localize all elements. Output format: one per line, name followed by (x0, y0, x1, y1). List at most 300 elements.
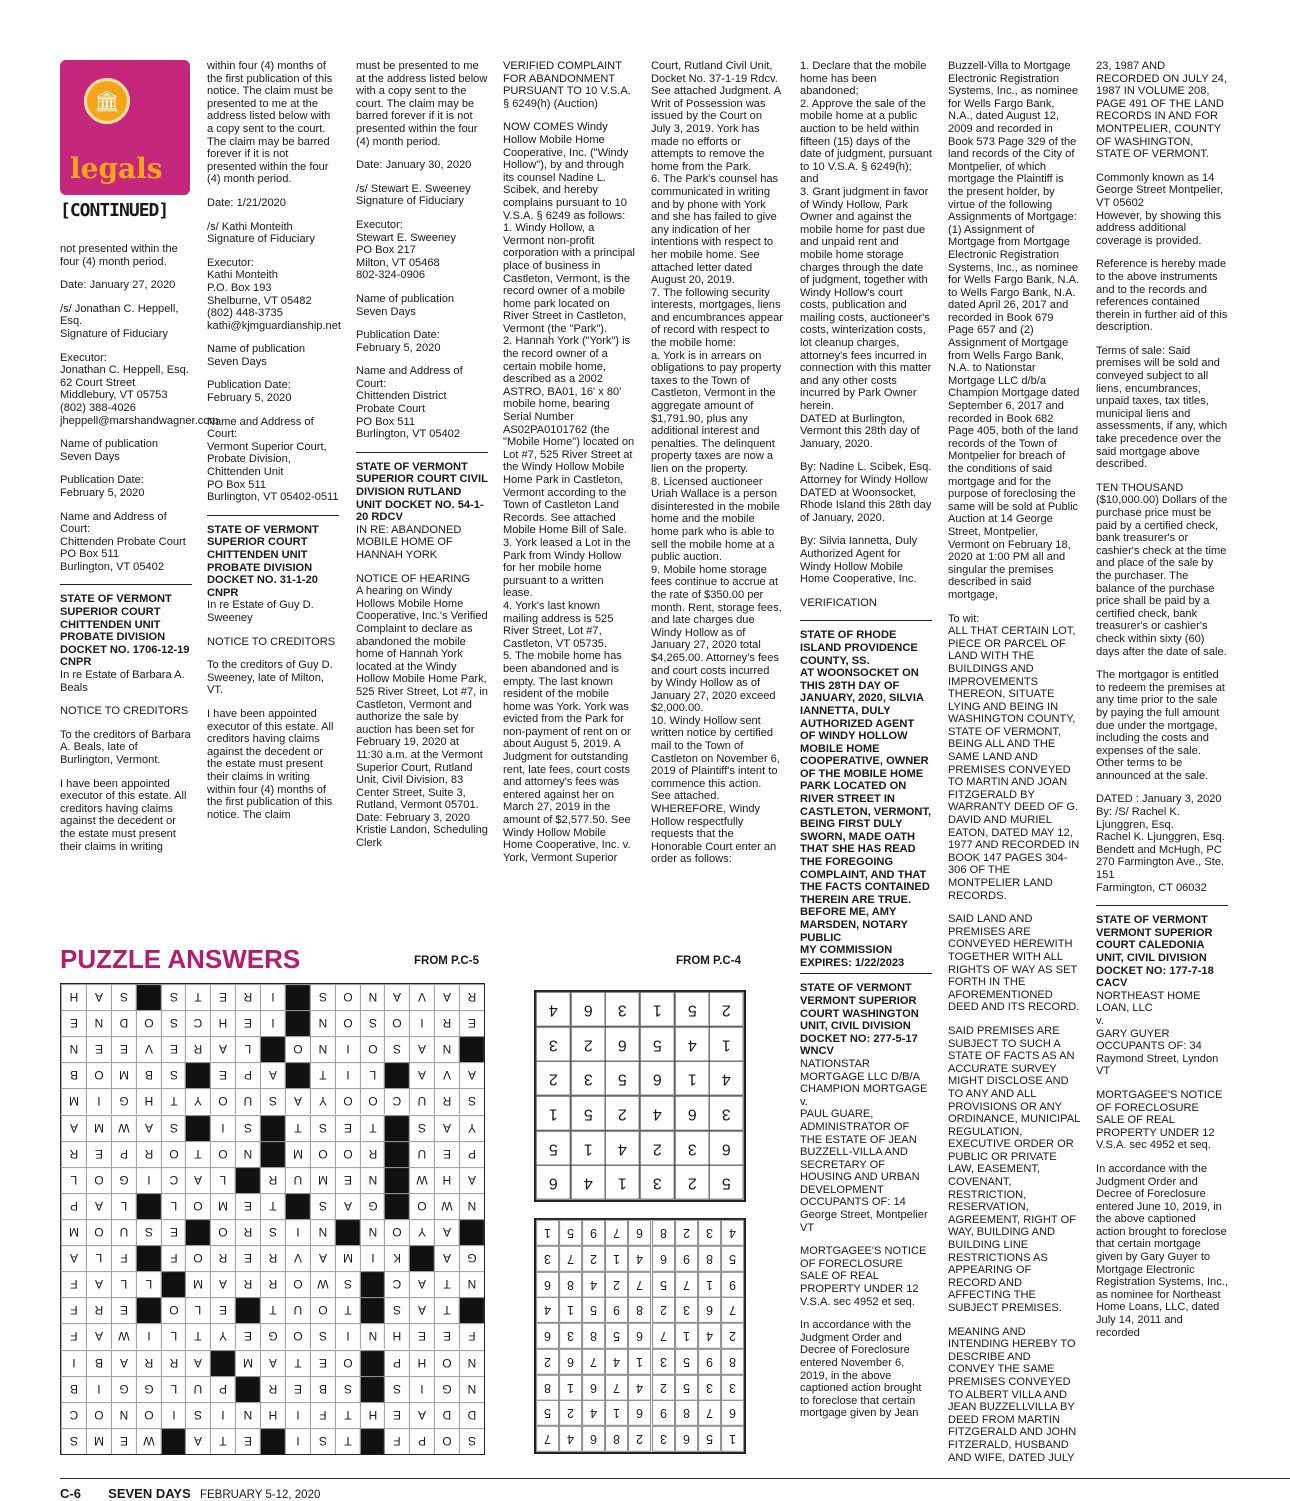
legal-column-2 (207, 60, 339, 920)
court-heading: STATE OF VERMONT VERMONT SUPERIOR COURT WASHINGTON UNIT, CIVIL DIVISION DOCKET NO: 277-5-17 WNCV (800, 982, 919, 1058)
crossword-black-cell (235, 1167, 260, 1193)
publication-name: SEVEN DAYS (108, 1486, 191, 1501)
crossword-black-cell (260, 1036, 285, 1062)
crossword-letter-cell: N (360, 1167, 385, 1193)
crossword-letter-cell: U (409, 1088, 434, 1114)
crossword-letter-cell: M (310, 1167, 335, 1193)
sudoku-9x9-cell: 8 (675, 1400, 698, 1426)
crossword-letter-cell: E (111, 1428, 136, 1454)
sudoku-9x9-cell: 7 (605, 1375, 628, 1401)
sudoku-9x9-cell: 1 (628, 1349, 651, 1375)
crossword-letter-cell: F (61, 1271, 86, 1297)
crossword-letter-cell: M (235, 1350, 260, 1376)
crossword-letter-cell: A (260, 1350, 285, 1376)
sudoku-6x6-cell: 6 (640, 1061, 675, 1096)
crossword-black-cell (459, 1219, 484, 1245)
crossword-letter-cell: A (434, 1245, 459, 1271)
sudoku-9x9-cell: 6 (652, 1246, 675, 1272)
crossword-letter-cell: I (86, 1376, 111, 1402)
sudoku-9x9-cell: 9 (605, 1297, 628, 1323)
crossword-letter-cell: A (409, 1271, 434, 1297)
sudoku-9x9-cell: 3 (652, 1349, 675, 1375)
crossword-letter-cell: S (360, 1010, 385, 1036)
sudoku-6x6-cell: 2 (709, 992, 744, 1027)
sudoku-9x9-cell: 3 (652, 1426, 675, 1452)
crossword-letter-cell: V (285, 1245, 310, 1271)
crossword-letter-cell: S (310, 1115, 335, 1141)
sudoku-9x9-cell: 9 (721, 1272, 744, 1298)
crossword-letter-cell: I (61, 1350, 86, 1376)
legals-section-logo (60, 60, 190, 195)
crossword-letter-cell: U (111, 1219, 136, 1245)
sudoku-9x9-answer-grid (534, 1218, 746, 1454)
legal-paragraph: Publication Date: February 5, 2020 (356, 329, 441, 354)
crossword-letter-cell: O (360, 1088, 385, 1114)
crossword-letter-cell: F (161, 1245, 186, 1271)
notice-divider (1096, 905, 1228, 906)
legal-paragraph: In accordance with the Judgment Order and Decree of Foreclosure entered November 6, 2019, in the above captioned action brought to foreclose that certain mortgage given by Jean (800, 1319, 922, 1420)
crossword-black-cell (285, 1062, 310, 1088)
legal-paragraph: By: Silvia Iannetta, Duly Authorized Agent for Windy Hollow Mobile Home Cooperative, Inc. (800, 535, 918, 586)
crossword-letter-cell: S (409, 1115, 434, 1141)
legal-paragraph: Reference is hereby made to the above instruments and to the records and references contained therein in further aid of this description. (1096, 258, 1228, 334)
crossword-letter-cell: P (210, 1376, 235, 1402)
crossword-letter-cell: S (185, 1402, 210, 1428)
sudoku-6x6-cell: 1 (571, 1131, 606, 1166)
legal-paragraph: TEN THOUSAND ($10,000.00) Dollars of the purchase price must be paid by a certified check, bank treasurer's or cashier's check at the time and place of the sale by the purchaser. The balance of the purchase price shall be paid by a certified check, bank treasurer's or cashier's check within sixty (60) days after the date of sale. (1096, 481, 1228, 658)
sudoku-9x9-cell: 3 (675, 1297, 698, 1323)
legal-paragraph: Executor: Stewart E. Sweeney PO Box 217 Milton, VT 05468 802-324-0906 (356, 218, 456, 282)
crossword-letter-cell: F (310, 1402, 335, 1428)
crossword-black-cell (136, 984, 161, 1010)
crossword-letter-cell: A (409, 1402, 434, 1428)
crossword-letter-cell: S (335, 1271, 360, 1297)
crossword-letter-cell: N (459, 1350, 484, 1376)
crossword-black-cell (136, 1297, 161, 1323)
crossword-letter-cell: A (136, 1115, 161, 1141)
legal-paragraph: Buzzell-Villa to Mortgage Electronic Registration Systems, Inc., as nominee for Wells Fargo Bank, N.A., dated August 12, 2009 and recorded in Book 573 Page 329 of the land records of the City of Montpelier, of which mortgage the Plaintiff is the present holder, by virtue of the following Assignments of Mortgage: (1) Assignment of Mortgage from Mortgage Electronic Registration Systems, Inc., as nominee for Wells Fargo Bank, N.A. to Wells Fargo Bank, N.A. dated April 26, 2017 and recorded in Book 679 Page 657 and (2) Assignment of Mortgage from Wells Fargo Bank, N.A. to Nationstar Mortgage LLC d/b/a Champion Mortgage dated September 6, 2017 and recorded in Book 682 Page 405, both of the land records of the Town of Montpelier for breach of the conditions of said mortgage and for the purpose of foreclosing the same will be sold at Public Auction at 14 George Street, Montpelier, Vermont on February 18, 2020 at 1:00 PM all and singular the premises described in said mortgage, (948, 60, 1080, 601)
crossword-letter-cell: L (235, 1036, 260, 1062)
crossword-letter-cell: E (384, 1402, 409, 1428)
crossword-source-label: FROM P.C-5 (414, 955, 479, 967)
notice-divider (800, 973, 932, 974)
sudoku-6x6-cell: 3 (536, 1027, 571, 1062)
court-heading: STATE OF VERMONT SUPERIOR COURT CHITTENDEN UNIT PROBATE DIVISION DOCKET NO. 1706-12-19 CNPR (60, 593, 190, 669)
crossword-black-cell (360, 1297, 385, 1323)
crossword-letter-cell: O (86, 1219, 111, 1245)
crossword-letter-cell: C (161, 1167, 186, 1193)
crossword-letter-cell: G (459, 1245, 484, 1271)
legal-paragraph: MEANING AND INTENDING HEREBY TO DESCRIBE AND CONVEY THE SAME PREMISES CONVEYED TO ALBERT VILLA AND JEAN BUZZELLVILLA BY DEED FROM MARTIN FITZGERALD AND JOHN FITZERALD, HUSBAND AND WIFE, DATED JULY (948, 1325, 1077, 1464)
sudoku-6x6-cell: 6 (571, 992, 606, 1027)
crossword-letter-cell: A (434, 1219, 459, 1245)
crossword-letter-cell: T (285, 1115, 310, 1141)
crossword-letter-cell: E (86, 1036, 111, 1062)
crossword-letter-cell: D (111, 1010, 136, 1036)
sudoku-6x6-cell: 5 (675, 992, 710, 1027)
crossword-letter-cell: O (285, 1323, 310, 1349)
crossword-letter-cell: S (310, 1323, 335, 1349)
crossword-letter-cell: P (409, 1428, 434, 1454)
legal-column-1 (60, 243, 219, 918)
sudoku-9x9-cell: 6 (698, 1297, 721, 1323)
sudoku-9x9-cell: 1 (675, 1323, 698, 1349)
sudoku-9x9-cell: 3 (698, 1220, 721, 1246)
crossword-letter-cell: R (235, 984, 260, 1010)
crossword-letter-cell: T (434, 1297, 459, 1323)
sudoku-9x9-cell: 8 (582, 1323, 605, 1349)
crossword-letter-cell: E (285, 1376, 310, 1402)
crossword-letter-cell: N (235, 1141, 260, 1167)
crossword-letter-cell: S (161, 1010, 186, 1036)
crossword-letter-cell: O (185, 1193, 210, 1219)
sudoku-6x6-cell: 1 (675, 1061, 710, 1096)
crossword-letter-cell: A (434, 1115, 459, 1141)
sudoku-9x9-cell: 5 (675, 1349, 698, 1375)
sudoku-9x9-cell: 4 (605, 1349, 628, 1375)
crossword-letter-cell: B (310, 1376, 335, 1402)
court-heading: STATE OF VERMONT SUPERIOR COURT CHITTENDEN UNIT PROBATE DIVISION DOCKET NO. 31-1-20 CNPR (207, 523, 319, 599)
crossword-letter-cell: N (61, 1036, 86, 1062)
crossword-letter-cell: I (285, 1219, 310, 1245)
crossword-letter-cell: H (61, 984, 86, 1010)
crossword-black-cell (384, 1167, 409, 1193)
sudoku-9x9-cell: 6 (559, 1349, 582, 1375)
sudoku-9x9-cell: 8 (559, 1272, 582, 1298)
legal-paragraph: Executor: Jonathan C. Heppell, Esq. 62 Court Street Middlebury, VT 05753 (802) 388-4026 jheppell@marshandwagner.com (60, 351, 219, 427)
crossword-letter-cell: E (434, 1323, 459, 1349)
crossword-black-cell (185, 1219, 210, 1245)
crossword-letter-cell: S (161, 1062, 186, 1088)
crossword-letter-cell: H (260, 1402, 285, 1428)
sudoku-6x6-cell: 3 (709, 1096, 744, 1131)
crossword-letter-cell: N (111, 1402, 136, 1428)
crossword-letter-cell: U (409, 1141, 434, 1167)
court-heading: STATE OF VERMONT SUPERIOR COURT CIVIL DIVISION RUTLAND UNIT DOCKET NO. 54-1-20 RDCV (356, 460, 488, 524)
sudoku-6x6-cell: 6 (675, 1096, 710, 1131)
crossword-letter-cell: N (459, 1376, 484, 1402)
sudoku-9x9-cell: 1 (536, 1220, 559, 1246)
crossword-letter-cell: O (86, 1062, 111, 1088)
crossword-letter-cell: H (384, 1323, 409, 1349)
legal-paragraph: Name and Address of Court: Chittenden Probate Court PO Box 511 Burlington, VT 05402 (60, 510, 186, 573)
crossword-black-cell (185, 1115, 210, 1141)
crossword-letter-cell: O (185, 1245, 210, 1271)
sudoku-9x9-cell: 4 (559, 1426, 582, 1452)
legal-paragraph: 23, 1987 AND RECORDED ON JULY 24, 1987 IN VOLUME 208, PAGE 491 OF THE LAND RECORDS IN AND FOR MONTPELIER, COUNTY OF WASHINGTON, STATE OF VERMONT. (1096, 60, 1227, 161)
crossword-letter-cell: T (185, 1141, 210, 1167)
crossword-black-cell (360, 1271, 385, 1297)
sudoku-9x9-cell: 6 (628, 1323, 651, 1349)
legal-paragraph: The mortgagor is entitled to redeem the premises at any time prior to the sale by paying the full amount due under the mortgage, including the costs and expenses of the sale. Other terms to be announced at the sale. (1096, 669, 1225, 782)
notice-divider (800, 620, 932, 621)
sudoku-6x6-cell: 5 (605, 1061, 640, 1096)
sudoku-6x6-cell: 1 (709, 1027, 744, 1062)
sudoku-9x9-cell: 2 (675, 1220, 698, 1246)
crossword-letter-cell: E (235, 1245, 260, 1271)
crossword-letter-cell: P (111, 1141, 136, 1167)
crossword-letter-cell: T (260, 1297, 285, 1323)
legal-column-5 (651, 60, 783, 920)
crossword-black-cell (285, 1193, 310, 1219)
legal-column-7 (948, 60, 1080, 1464)
sudoku-9x9-cell: 1 (559, 1297, 582, 1323)
sudoku-9x9-cell: 9 (652, 1400, 675, 1426)
legal-paragraph: MORTGAGEE'S NOTICE OF FORECLOSURE SALE OF REAL PROPERTY UNDER 12 V.S.A. sec 4952 et seq. (1096, 1088, 1223, 1152)
crossword-letter-cell: Y (185, 1088, 210, 1114)
crossword-letter-cell: T (285, 1350, 310, 1376)
legal-paragraph: Name of publication Seven Days (60, 438, 159, 463)
sudoku-6x6-cell: 5 (571, 1096, 606, 1131)
crossword-letter-cell: L (61, 1167, 86, 1193)
crossword-letter-cell: T (360, 1115, 385, 1141)
crossword-letter-cell: O (285, 1036, 310, 1062)
crossword-letter-cell: I (136, 1167, 161, 1193)
crossword-letter-cell: C (384, 1088, 409, 1114)
courthouse-icon: 🏛 (84, 78, 130, 124)
crossword-letter-cell: R (86, 1297, 111, 1323)
sudoku-9x9-cell: 5 (675, 1375, 698, 1401)
crossword-letter-cell: E (335, 1115, 360, 1141)
crossword-letter-cell: E (310, 1350, 335, 1376)
crossword-letter-cell: G (111, 1376, 136, 1402)
crossword-letter-cell: D (434, 1402, 459, 1428)
crossword-letter-cell: O (335, 1141, 360, 1167)
crossword-letter-cell: I (409, 1376, 434, 1402)
sudoku-9x9-cell: 8 (536, 1375, 559, 1401)
crossword-black-cell (260, 1428, 285, 1454)
crossword-black-cell (335, 1219, 360, 1245)
crossword-letter-cell: P (384, 1350, 409, 1376)
crossword-letter-cell: U (185, 1376, 210, 1402)
crossword-letter-cell: O (161, 1297, 186, 1323)
sudoku-9x9-cell: 6 (582, 1426, 605, 1452)
crossword-letter-cell: H (136, 1088, 161, 1114)
crossword-letter-cell: L (111, 1271, 136, 1297)
crossword-letter-cell: O (161, 1141, 186, 1167)
crossword-letter-cell: B (86, 1350, 111, 1376)
crossword-letter-cell: O (335, 1010, 360, 1036)
crossword-letter-cell: O (384, 1010, 409, 1036)
sudoku-9x9-cell: 4 (582, 1400, 605, 1426)
legal-paragraph: /s/ Stewart E. Sweeney Signature of Fiduciary (356, 182, 471, 208)
crossword-letter-cell: A (86, 1193, 111, 1219)
legal-paragraph: 1. Declare that the mobile home has been abandoned; 2. Approve the sale of the mobile home at a public auction to be held within fifteen (15) days of the date of judgment, pursuant to 10 V.S.A. § 6249(h); and 3. Grant judgment in favor of Windy Hollow, Park Owner and against the mobile home for past due and unpaid rent and mobile home storage charges through the date of judgment, together with Windy Hollow's court costs, publication and mailing costs, auctioneer's costs, winterization costs, lot cleanup charges, attorney's fees incurred in connection with this matter and any other costs incurred by Park Owner herein. DATED at Burlington, Vermont this 28th day of January, 2020. (800, 60, 932, 450)
sudoku-9x9-cell: 7 (675, 1272, 698, 1298)
crossword-letter-cell: D (459, 1402, 484, 1428)
crossword-letter-cell: E (111, 1036, 136, 1062)
crossword-letter-cell: Y (210, 1323, 235, 1349)
crossword-letter-cell: U (235, 1088, 260, 1114)
footer-rule (60, 1478, 1290, 1479)
crossword-letter-cell: S (111, 984, 136, 1010)
crossword-letter-cell: O (384, 1219, 409, 1245)
legal-paragraph: To the creditors of Guy D. Sweeney, late of Milton, VT. (207, 659, 333, 697)
crossword-letter-cell: F (61, 1297, 86, 1323)
crossword-letter-cell: A (260, 1062, 285, 1088)
crossword-black-cell (459, 1036, 484, 1062)
sudoku-9x9-cell: 1 (721, 1426, 744, 1452)
crossword-letter-cell: A (210, 1271, 235, 1297)
sudoku-6x6-cell: 5 (709, 1165, 744, 1200)
crossword-letter-cell: I (285, 1428, 310, 1454)
legal-paragraph: VERIFIED COMPLAINT FOR ABANDONMENT PURSUANT TO 10 V.S.A. § 6249(h) (Auction) (503, 60, 631, 110)
sudoku-9x9-cell: 3 (721, 1375, 744, 1401)
crossword-black-cell (459, 1297, 484, 1323)
sudoku-9x9-cell: 3 (536, 1246, 559, 1272)
crossword-letter-cell: S (459, 1428, 484, 1454)
crossword-black-cell (409, 1245, 434, 1271)
crossword-letter-cell: N (360, 984, 385, 1010)
legal-paragraph: NOTICE TO CREDITORS (207, 635, 336, 648)
notice-divider (207, 515, 339, 516)
crossword-letter-cell: L (136, 1271, 161, 1297)
legal-paragraph: Executor: Kathi Monteith P.O. Box 193 Shelburne, VT 05482 (802) 448-3735 kathi@kjmguardianship.net (207, 256, 341, 332)
crossword-letter-cell: M (61, 1219, 86, 1245)
crossword-black-cell (235, 1297, 260, 1323)
crossword-letter-cell: M (210, 1193, 235, 1219)
crossword-letter-cell: G (111, 1088, 136, 1114)
crossword-letter-cell: A (409, 1036, 434, 1062)
sudoku-6x6-cell: 6 (605, 1027, 640, 1062)
crossword-letter-cell: N (459, 1271, 484, 1297)
crossword-letter-cell: I (210, 1402, 235, 1428)
crossword-letter-cell: G (136, 1376, 161, 1402)
crossword-letter-cell: W (409, 1167, 434, 1193)
crossword-letter-cell: W (136, 1428, 161, 1454)
crossword-letter-cell: M (61, 1088, 86, 1114)
legal-paragraph: Commonly known as 14 George Street Montpelier, VT 05602 However, by showing this address additional coverage is provided. (1096, 171, 1224, 247)
crossword-letter-cell: M (86, 1428, 111, 1454)
crossword-letter-cell: A (86, 1271, 111, 1297)
legal-paragraph: Name and Address of Court: Chittenden District Probate Court PO Box 511 Burlington, VT 05402 (356, 365, 463, 441)
crossword-letter-cell: A (459, 1062, 484, 1088)
legal-paragraph: NATIONSTAR MORTGAGE LLC D/B/A CHAMPION MORTGAGE v. PAUL GUARE, ADMINISTRATOR OF THE ESTATE OF JEAN BUZZELL-VILLA AND SECRETARY OF HOUSING AND URBAN DEVELOPMENT OCCUPANTS OF: 14 George Street, Montpelier VT (800, 1057, 928, 1234)
crossword-letter-cell: A (185, 1428, 210, 1454)
crossword-letter-cell: Y (459, 1115, 484, 1141)
sudoku-9x9-cell: 7 (652, 1323, 675, 1349)
crossword-letter-cell: T (335, 1428, 360, 1454)
sudoku-9x9-cell: 1 (559, 1375, 582, 1401)
continued-label: [CONTINUED] (60, 200, 169, 221)
crossword-letter-cell: R (136, 1350, 161, 1376)
crossword-letter-cell: C (61, 1402, 86, 1428)
crossword-letter-cell: R (459, 984, 484, 1010)
crossword-letter-cell: O (285, 1271, 310, 1297)
crossword-black-cell (384, 1193, 409, 1219)
crossword-letter-cell: S (61, 1428, 86, 1454)
crossword-letter-cell: N (310, 1036, 335, 1062)
legal-paragraph: within four (4) months of the first publication of this notice. The claim must be presented to me at the address listed below with a copy sent to the court. The claim may be barred forever if it is not presented within the four (4) month period. (207, 60, 334, 186)
sudoku-9x9-cell: 9 (675, 1246, 698, 1272)
sudoku-6x6-cell: 6 (709, 1131, 744, 1166)
sudoku-9x9-cell: 7 (698, 1400, 721, 1426)
crossword-letter-cell: L (86, 1245, 111, 1271)
sudoku-9x9-cell: 5 (559, 1220, 582, 1246)
legal-paragraph: In accordance with the Judgment Order and Decree of Foreclosure entered June 10, 2019, in the above captioned action brought to foreclose that certain mortgage given by Gary Guyer to Mortgage Electronic Registration Systems, Inc., as nominee for Northeast Home Loans, LLC, dated July 14, 2011 and recorded (1096, 1162, 1228, 1339)
crossword-letter-cell: O (210, 1141, 235, 1167)
section-name: legals (70, 152, 163, 185)
sudoku-9x9-cell: 7 (559, 1246, 582, 1272)
legal-paragraph: /s/ Jonathan C. Heppell, Esq. Signature of Fiduciary (60, 302, 179, 340)
crossword-letter-cell: T (185, 1323, 210, 1349)
crossword-letter-cell: M (285, 1141, 310, 1167)
crossword-letter-cell: V (136, 1036, 161, 1062)
crossword-letter-cell: L (360, 1062, 385, 1088)
crossword-letter-cell: S (161, 984, 186, 1010)
crossword-letter-cell: E (235, 1323, 260, 1349)
crossword-letter-cell: A (61, 1115, 86, 1141)
crossword-letter-cell: F (111, 1245, 136, 1271)
crossword-letter-cell: O (210, 1088, 235, 1114)
crossword-letter-cell: H (434, 1167, 459, 1193)
sudoku-6x6-cell: 3 (640, 1165, 675, 1200)
legal-paragraph: I have been appointed executor of this estate. All creditors having claims against the decedent or the estate must present their claims in writing (60, 777, 187, 853)
crossword-letter-cell: R (235, 1271, 260, 1297)
page-number: C-6 (60, 1486, 81, 1501)
sudoku-6x6-cell: 6 (536, 1165, 571, 1200)
crossword-letter-cell: I (285, 1402, 310, 1428)
crossword-letter-cell: A (310, 1245, 335, 1271)
crossword-letter-cell: T (185, 984, 210, 1010)
crossword-letter-cell: O (86, 1402, 111, 1428)
crossword-letter-cell: F (459, 1323, 484, 1349)
sudoku-6x6-cell: 1 (605, 1165, 640, 1200)
crossword-letter-cell: R (210, 1245, 235, 1271)
crossword-letter-cell: R (434, 1010, 459, 1036)
sudoku-6x6-cell: 1 (536, 1096, 571, 1131)
sudoku-6x6-cell: 3 (675, 1131, 710, 1166)
crossword-letter-cell: O (86, 1167, 111, 1193)
crossword-letter-cell: N (459, 1193, 484, 1219)
crossword-letter-cell: O (310, 1297, 335, 1323)
sudoku-9x9-cell: 6 (536, 1272, 559, 1298)
sudoku-6x6-cell: 4 (640, 1096, 675, 1131)
crossword-letter-cell: G (360, 1193, 385, 1219)
crossword-letter-cell: O (335, 984, 360, 1010)
crossword-letter-cell: T (335, 1402, 360, 1428)
crossword-letter-cell: I (136, 1323, 161, 1349)
sudoku-9x9-cell: 5 (721, 1246, 744, 1272)
sudoku-9x9-cell: 4 (698, 1323, 721, 1349)
court-heading: STATE OF VERMONT VERMONT SUPERIOR COURT CALEDONIA UNIT, CIVIL DIVISION DOCKET NO: 177-7-18 CACV (1096, 914, 1214, 990)
crossword-letter-cell: C (384, 1271, 409, 1297)
sudoku-9x9-cell: 6 (582, 1375, 605, 1401)
sudoku-9x9-cell: 7 (582, 1349, 605, 1375)
crossword-letter-cell: T (335, 1297, 360, 1323)
crossword-letter-cell: S (260, 1219, 285, 1245)
legal-paragraph: MORTGAGEE'S NOTICE OF FORECLOSURE SALE OF REAL PROPERTY UNDER 12 V.S.A. sec 4952 et seq. (800, 1245, 927, 1308)
legal-paragraph: VERIFICATION (800, 596, 877, 609)
crossword-letter-cell: S (384, 1036, 409, 1062)
sudoku-9x9-cell: 2 (559, 1400, 582, 1426)
notice-divider (60, 584, 192, 585)
sudoku-6x6-cell: 2 (605, 1096, 640, 1131)
crossword-black-cell (185, 1062, 210, 1088)
crossword-letter-cell: S (260, 1088, 285, 1114)
legal-paragraph: NOW COMES Windy Hollow Mobile Home Cooperative, Inc. ("Windy Hollow"), by and through its counsel Nadine L. Scibek, and hereby complains pursuant to 10 V.S.A. § 6249 as follows: 1. Windy Hollow, a Vermont non-profit corporation with a principal place of business in Castleton, Vermont, is the record owner of a mobile home park located on River Street in Castleton, Vermont (the "Park"). 2. Hannah York ("York") is the record owner of a certain mobile home, described as a 2002 ASTRO, BA01, 16' x 80' mobile home, bearing Serial Number AS02PA0101762 (the "Mobile Home") located on Lot #7, 525 River Street at the Windy Hollow Mobile Home Park in Castleton, Vermont according to the Town of Castleton Land Records. See attached Mobile Home Bill of Sale. 3. York leased a Lot in the Park from Windy Hollow for her mobile home pursuant to a written lease. 4. York's last known mailing address is 525 River Street, Lot #7, Castleton, VT 05735. 5. The mobile home has been abandoned and is empty. The last known resident of the mobile home was York. York was evicted from the Park for non-payment of rent on or about August 5, 2019. A Judgment for outstanding rent, late fees, court costs and attorney's fees was entered against her on March 27, 2019 in the amount of $2,577.50. See Windy Hollow Mobile Home Cooperative, Inc. v. York, Vermont Superior (503, 121, 635, 864)
crossword-black-cell (360, 1376, 385, 1402)
crossword-letter-cell: A (61, 1245, 86, 1271)
crossword-letter-cell: I (161, 1402, 186, 1428)
sudoku-9x9-cell: 2 (582, 1246, 605, 1272)
legal-column-6 (800, 60, 932, 1420)
crossword-letter-cell: G (111, 1167, 136, 1193)
legal-paragraph: Name of publication Seven Days (207, 343, 306, 368)
crossword-letter-cell: N (360, 1323, 385, 1349)
crossword-black-cell (360, 1428, 385, 1454)
crossword-letter-cell: Y (409, 1219, 434, 1245)
